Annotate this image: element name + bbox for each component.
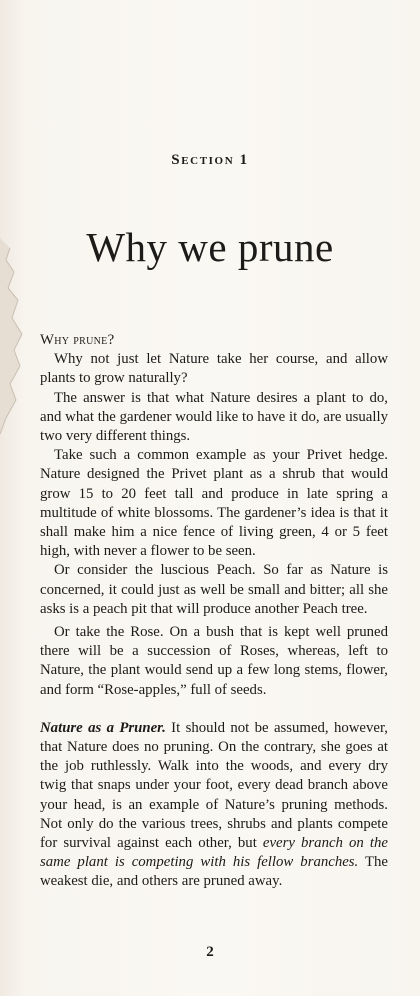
page-number: 2	[206, 944, 214, 960]
paragraph-nature-as-pruner	[40, 719, 388, 892]
subheading: Why prune?	[40, 332, 115, 348]
italic-text: every branch on the same plant is competing with his fellow branches.	[40, 835, 388, 871]
paragraph: Or consider the luscious Peach. So far as Nature is concerned, it could just as well be small and bitter; all she asks is a peach pit that will produce another Peach tree.	[40, 562, 388, 617]
chapter-title: Why we prune	[86, 224, 334, 270]
section-label: Section 1	[171, 152, 249, 168]
paragraph-text: It should not be assumed, however, that Nature does no pruning. On the contrary, she goes at the job ruthlessly. Walk into the woods, and every dry twig that snaps under your foot, every dead branch above your head, is an example of Nature’s pruning methods. Not only do the various trees, shrubs and plants compete for survival against each other, but	[40, 719, 389, 852]
paragraph: The answer is that what Nature desires a plant to do, and what the gardener would like to have it do, are usually two very different things.	[40, 389, 388, 445]
paragraph: Why not just let Nature take her course, and allow plants to grow naturally?	[40, 351, 388, 387]
paragraph: Or take the Rose. On a bush that is kept well pruned there will be a succession of Roses, whereas, left to Nature, the plant would send up a few long stems, flower, and form “Rose-apples,” full of seeds.	[40, 624, 388, 698]
body-text	[40, 331, 388, 892]
run-in-heading: Nature as a Pruner.	[40, 719, 166, 736]
paragraph: Take such a common example as your Privet hedge. Nature designed the Privet plant as a shrub that would grow 15 to 20 feet tall and produce in late spring a multitude of white blossoms. The gardener’s idea is that it shall make him a nice fence of living green, 4 or 5 feet high, with never a flower to be seen.	[40, 447, 388, 560]
paragraph-text: The weakest die, and others are pruned away.	[40, 854, 388, 890]
